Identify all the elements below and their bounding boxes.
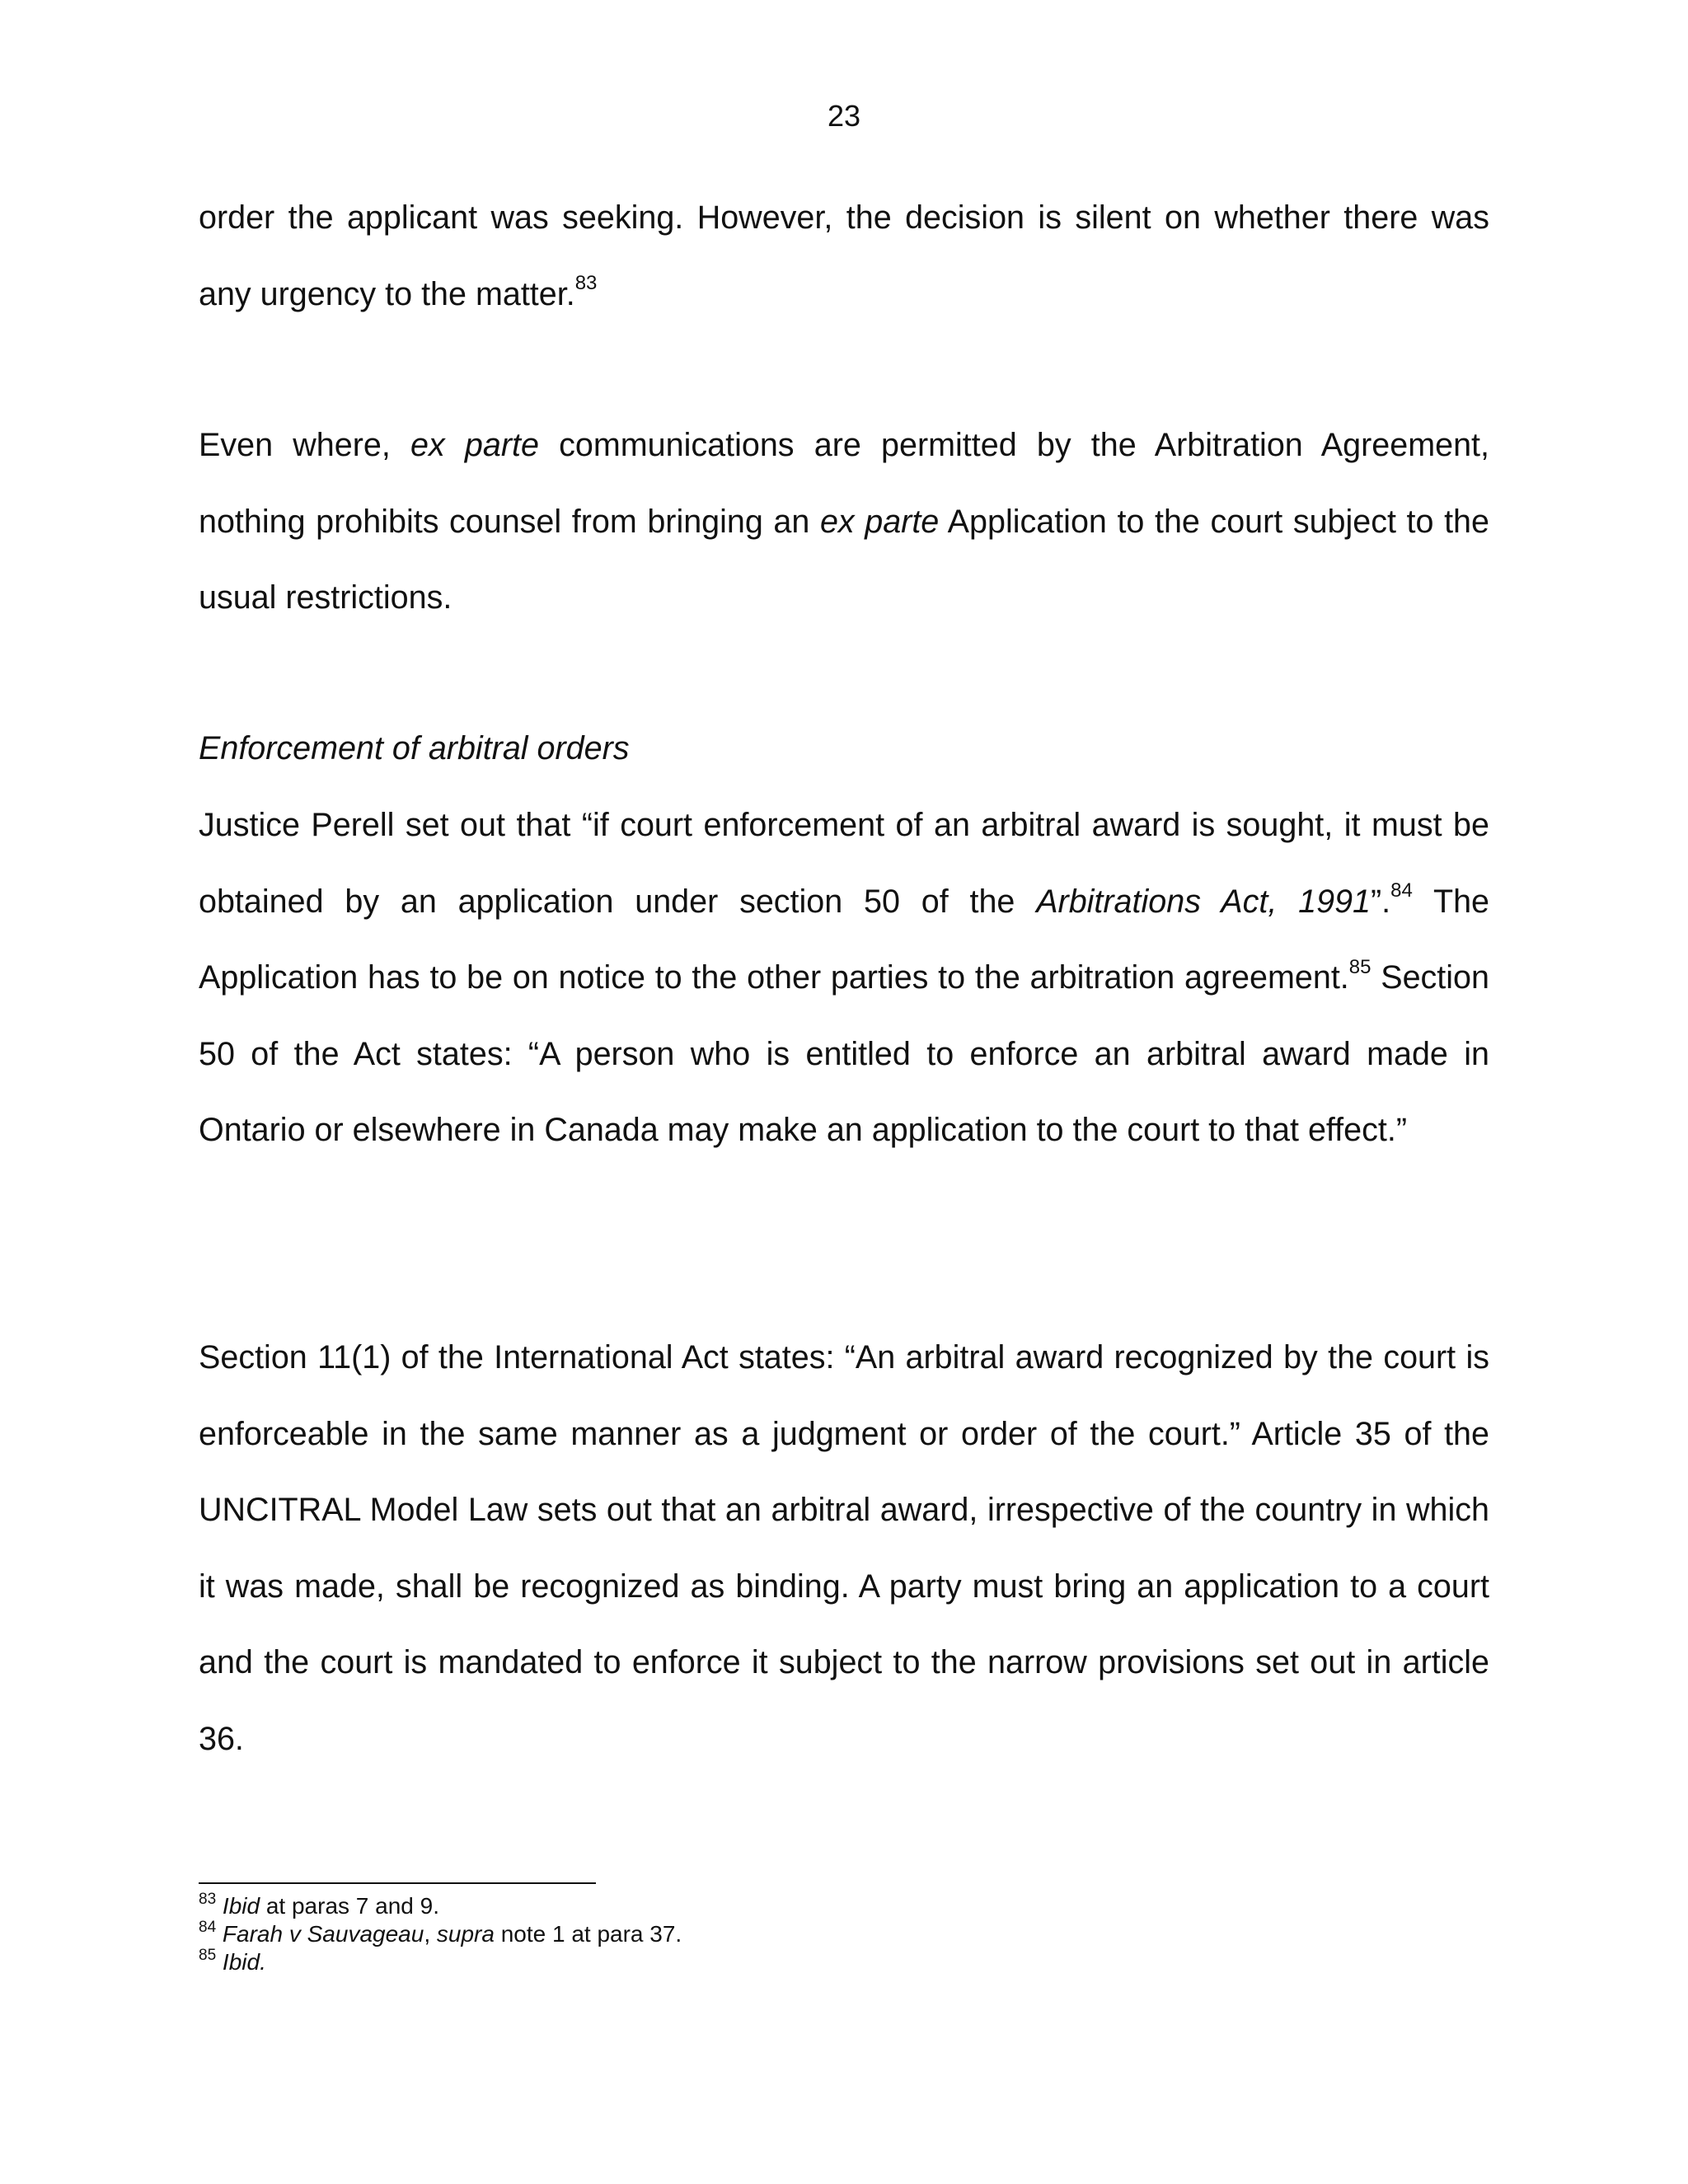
footnote-text: note 1 at para 37. bbox=[494, 1921, 682, 1947]
footnote-number: 83 bbox=[199, 1890, 217, 1908]
paragraph-3 bbox=[199, 787, 1489, 1169]
footnote-ref-85: 85 bbox=[1348, 955, 1372, 978]
paragraph-4-text: Section 11(1) of the International Act states: “An arbitral award recognized by the court is enforceable in the same manner as a judgment or order of the court.” Article 35 of the UNCITRAL Model Law sets out that an arbitral award, irrespective of the country in which it was made, shall be recognized as binding. A party must bring an application to a court and the court is mandated to enforce it subject to the narrow provisions set out in article 36. bbox=[199, 1339, 1489, 1757]
footnote-text-a: , bbox=[424, 1921, 437, 1947]
footnote-number: 85 bbox=[199, 1946, 217, 1964]
paragraph-2-text-a: Even where, bbox=[199, 427, 410, 463]
paragraph-2-text-c: Application to the court subject to the usual restrictions. bbox=[199, 503, 1489, 616]
footnote-separator bbox=[199, 1882, 596, 1884]
paragraph-3-italic-a: Arbitrations Act, 1991 bbox=[1036, 883, 1372, 920]
paragraph-2 bbox=[199, 407, 1489, 636]
footnote-85 bbox=[199, 1948, 1489, 1976]
footnote-number: 84 bbox=[199, 1918, 217, 1936]
paragraph-3-text-a: Justice Perell set out that “if court enforcement of an arbitral award is sought, it must be obtained by an application under section 50 of the bbox=[199, 807, 1489, 920]
page-number: 23 bbox=[827, 99, 861, 133]
paragraph-1-text: order the applicant was seeking. However, the decision is silent on whether there was any urgency to the matter. bbox=[199, 199, 1489, 312]
footnote-italic: Farah v Sauvageau bbox=[222, 1921, 424, 1947]
footnote-84 bbox=[199, 1920, 1489, 1948]
paragraph-2-italic-b: ex parte bbox=[819, 503, 940, 540]
paragraph-3-text-b: ”. bbox=[1371, 883, 1391, 920]
footnote-italic-b: supra bbox=[436, 1921, 495, 1947]
section-heading: Enforcement of arbitral orders bbox=[199, 730, 630, 766]
footnote-italic: Ibid. bbox=[222, 1949, 266, 1975]
footnote-ref-83: 83 bbox=[574, 272, 598, 295]
paragraph-3-text-c: The Application has to be on notice to the other parties to the arbitration agreement. bbox=[199, 883, 1490, 996]
footnotes bbox=[199, 1892, 1489, 1976]
footnote-83 bbox=[199, 1892, 1489, 1920]
paragraph-2-text-b: communications are permitted by the Arbitration Agreement, nothing prohibits counsel from bringing an bbox=[199, 427, 1489, 540]
paragraph-1 bbox=[199, 180, 1489, 332]
footnote-ref-84: 84 bbox=[1390, 879, 1413, 902]
footnote-italic: Ibid bbox=[222, 1893, 260, 1919]
paragraph-4 bbox=[199, 1319, 1489, 1777]
paragraph-3-text-d: Section 50 of the Act states: “A person who is entitled to enforce an arbitral award made in Ontario or elsewhere in Canada may make an application to the court to that effect.” bbox=[199, 959, 1489, 1148]
footnote-text: at paras 7 and 9. bbox=[260, 1893, 440, 1919]
paragraph-2-italic-a: ex parte bbox=[410, 427, 539, 463]
